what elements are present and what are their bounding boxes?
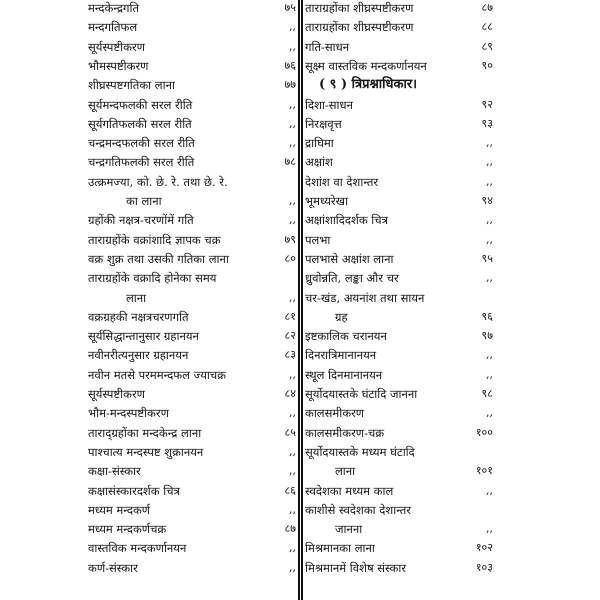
- entry-page-number: १०१: [475, 464, 493, 478]
- entry-page-number: ,,: [486, 136, 493, 150]
- entry-title: ताराद्ग्रहोंका मन्दकेन्द्र लाना: [88, 425, 202, 440]
- index-entry: [88, 404, 298, 422]
- entry-title: शीघ्रस्पष्टगतिका लाना: [88, 78, 175, 93]
- index-entry: [88, 250, 298, 268]
- index-entry: [88, 501, 298, 519]
- index-entry: [88, 0, 298, 17]
- entry-title: अक्षांश: [305, 155, 333, 170]
- entry-title: भौमस्पष्टीकरण: [88, 58, 149, 73]
- index-entry: [88, 269, 298, 287]
- entry-page-number: ९८: [481, 387, 493, 400]
- entry-page-number: ८१: [284, 309, 296, 323]
- entry-title: लाना: [126, 290, 147, 305]
- entry-page-number: ,,: [289, 290, 296, 304]
- index-entry: [305, 462, 495, 480]
- entry-title: इष्टकालिक चरानयन: [305, 329, 387, 344]
- column-divider-right: [301, 0, 303, 600]
- index-entry: [305, 0, 495, 17]
- entry-title: भूमध्यरेखा: [305, 194, 349, 208]
- entry-title: सूर्योदयास्तके घंटादि जानना: [305, 387, 418, 401]
- index-entry: [305, 192, 495, 210]
- entry-title: कर्ण-संस्कार: [88, 560, 138, 575]
- entry-title: पलभा: [305, 232, 331, 247]
- entry-title: दिशा-साधन: [305, 97, 353, 112]
- entry-title: उत्क्रमज्या, को. छे. रे. तथा छे. रे.: [88, 174, 228, 189]
- index-entry: [305, 269, 495, 287]
- index-entry: [88, 520, 298, 538]
- entry-title: मिश्रमानमें विशेष संस्कार: [305, 560, 407, 575]
- index-entry: [305, 211, 495, 229]
- entry-title: सूर्यस्पष्टीकरण: [88, 387, 145, 401]
- index-entry: [305, 153, 495, 171]
- entry-page-number: ,,: [289, 136, 296, 150]
- entry-title: काशीसे स्वदेशका देशान्तर: [305, 502, 412, 517]
- entry-title: सूर्यमन्दफलकी सरल रीति: [88, 97, 193, 112]
- entry-title: मन्दकेन्द्रगति: [88, 1, 140, 15]
- index-entry: [305, 539, 495, 557]
- entry-title: नवीन मतसे परममन्दफल ज्याचक्र: [88, 367, 226, 382]
- entry-title: द्राघिमा: [305, 136, 334, 151]
- entry-page-number: ८७: [284, 522, 296, 536]
- index-entry: [305, 134, 495, 152]
- entry-title: पलभासे अक्षांश लाना: [305, 251, 394, 266]
- index-entry: [305, 231, 495, 249]
- entry-title: ताराग्रहोंके वक्रांशादि ज्ञापक चक्र: [88, 232, 221, 247]
- entry-page-number: ,,: [486, 522, 493, 536]
- index-entry: [305, 250, 495, 268]
- entry-title: जानना: [335, 522, 363, 537]
- entry-title: का लाना: [126, 194, 162, 208]
- entry-page-number: ,,: [289, 444, 296, 458]
- entry-title: नवीनरीत्यनुसार ग्रहानयन: [88, 348, 189, 363]
- entry-page-number: ,,: [289, 116, 296, 130]
- index-entry: [305, 96, 495, 114]
- index-entry: [88, 482, 298, 500]
- entry-page-number: ७६: [284, 58, 296, 72]
- index-entry: [88, 57, 298, 75]
- entry-title: ताराग्रहोंका शीघ्रस्पष्टीकरण: [305, 1, 414, 15]
- index-entry: [305, 385, 495, 403]
- entry-page-number: ,,: [289, 560, 296, 574]
- entry-title: ध्रुवोन्नति, लङ्का और चर: [305, 271, 399, 286]
- index-entry: [305, 18, 495, 36]
- entry-title: चन्द्रगतिफलकी सरल रीति: [88, 155, 195, 170]
- entry-title: देशांश वा देशान्तर: [305, 174, 379, 189]
- index-entry: [88, 559, 298, 577]
- entry-page-number: ,,: [486, 367, 493, 381]
- index-entry: [88, 173, 298, 191]
- index-entry: [305, 57, 495, 75]
- index-entry: [88, 539, 298, 557]
- index-entry: [88, 18, 298, 36]
- entry-title: मध्यम मन्दकर्ण: [88, 502, 151, 517]
- index-entry: [305, 289, 495, 307]
- index-entry: [305, 424, 495, 442]
- entry-page-number: ९२: [481, 97, 493, 111]
- index-entry: [88, 289, 298, 307]
- entry-title: मन्दगतिफल: [88, 20, 138, 35]
- index-entry: [88, 366, 298, 384]
- entry-page-number: ८८: [481, 20, 493, 34]
- index-entry: [305, 38, 495, 56]
- entry-title: पाश्चात्य मन्दस्पष्ट शुक्रानयन: [88, 444, 204, 459]
- entry-page-number: ८६: [284, 483, 296, 497]
- index-entry: [305, 346, 495, 364]
- entry-page-number: ,,: [289, 97, 296, 111]
- index-entry: [305, 520, 495, 538]
- entry-title: कक्षासंस्कारदर्शक चित्र: [88, 483, 180, 498]
- entry-page-number: ८२: [284, 329, 296, 343]
- entry-title: वक्र शुक्र तथा उसकी गतिका लाना: [88, 251, 229, 266]
- entry-page-number: ,,: [289, 194, 296, 207]
- entry-title: वक्रग्रहकी नक्षत्रचरणगति: [88, 309, 189, 324]
- entry-title: निरक्षवृत्त: [305, 116, 342, 131]
- entry-title: सूर्यस्पष्टीकरण: [88, 39, 145, 54]
- index-entry: [305, 366, 495, 384]
- entry-page-number: ,,: [486, 483, 493, 497]
- entry-title: चन्द्रमन्दफलकी सरल रीति: [88, 136, 195, 151]
- index-entry: [88, 443, 298, 461]
- index-entry: [305, 559, 495, 577]
- entry-page-number: ८९: [481, 39, 493, 53]
- index-entry: [305, 115, 495, 133]
- entry-page-number: ,,: [289, 213, 296, 227]
- entry-page-number: ,,: [486, 271, 493, 285]
- entry-title: वास्तविक मन्दकर्णानयन: [88, 541, 187, 556]
- entry-title: ग्रह: [335, 309, 348, 324]
- entry-title: लाना: [335, 464, 356, 479]
- entry-title: कालसमीकरण-चक्र: [305, 425, 385, 440]
- entry-page-number: ,,: [486, 406, 493, 420]
- entry-page-number: ८४: [284, 387, 296, 400]
- entry-page-number: ८७: [481, 1, 493, 14]
- index-entry: [305, 327, 495, 345]
- entry-title: कक्षा-संस्कार: [88, 464, 141, 479]
- entry-page-number: ८०: [284, 251, 296, 265]
- entry-page-number: ,,: [486, 213, 493, 227]
- index-entry: [305, 482, 495, 500]
- entry-page-number: ७९: [284, 232, 296, 246]
- entry-page-number: ९०: [481, 58, 493, 72]
- entry-page-number: ९६: [481, 309, 493, 323]
- entry-title: सूर्यसिद्धान्तानुसार ग्रहानयन: [88, 329, 199, 344]
- index-entry: [305, 443, 495, 461]
- column-divider-left: [298, 0, 300, 600]
- entry-page-number: ,,: [486, 155, 493, 169]
- entry-page-number: ,,: [289, 502, 296, 516]
- index-entry: [88, 462, 298, 480]
- entry-title: ग्रहोंकी नक्षत्र-चरणोंमें गति: [88, 213, 194, 228]
- entry-page-number: ,,: [486, 348, 493, 362]
- index-entry: [88, 76, 298, 94]
- entry-page-number: ८३: [284, 348, 296, 362]
- entry-title: सूर्यगतिफलकी सरल रीति: [88, 116, 192, 131]
- entry-title: अक्षांशादिदर्शक चित्र: [305, 213, 388, 228]
- entry-title: चर-खंड, अयनांश तथा सायन: [305, 290, 425, 305]
- index-entry: [305, 404, 495, 422]
- index-entry: [305, 173, 495, 191]
- entry-page-number: १०३: [475, 560, 493, 574]
- entry-title: सूक्ष्म वास्तविक मन्दकर्णानयन: [305, 58, 427, 73]
- entry-page-number: ८५: [284, 425, 296, 439]
- entry-page-number: १०२: [475, 541, 493, 555]
- index-entry: [88, 96, 298, 114]
- entry-title: मध्यम मन्दकर्णचक्र: [88, 522, 167, 537]
- index-entry: [88, 346, 298, 364]
- index-entry: [88, 211, 298, 229]
- chapter-heading: [305, 76, 495, 94]
- index-entry: [88, 308, 298, 326]
- entry-title: भौम-मन्दस्पष्टीकरण: [88, 406, 169, 421]
- entry-page-number: ९४: [481, 194, 493, 207]
- entry-page-number: ,,: [289, 20, 296, 34]
- entry-title: ताराग्रहोंका शीघ्रस्पष्टीकरण: [305, 20, 414, 35]
- entry-title: स्वदेशका मध्यम काल: [305, 483, 394, 498]
- entry-title: स्थूल दिनमानानयन: [305, 367, 383, 382]
- entry-title: मिश्रमानका लाना: [305, 541, 375, 556]
- entry-page-number: ,,: [289, 39, 296, 53]
- index-entry: [305, 501, 495, 519]
- index-entry: [88, 231, 298, 249]
- entry-title: सूर्योदयास्तके मध्यम घंटादि: [305, 444, 415, 459]
- entry-page-number: ७७: [284, 78, 296, 92]
- entry-page-number: ,,: [289, 367, 296, 381]
- index-entry: [88, 153, 298, 171]
- index-entry: [88, 134, 298, 152]
- index-entry: [88, 327, 298, 345]
- entry-page-number: ७५: [284, 1, 296, 14]
- entry-page-number: ९७: [481, 329, 493, 343]
- index-entry: [88, 424, 298, 442]
- entry-title: दिनरात्रिमानानयन: [305, 348, 377, 363]
- entry-page-number: ,,: [486, 174, 493, 188]
- entry-page-number: ,,: [289, 464, 296, 478]
- entry-page-number: ,,: [486, 232, 493, 246]
- entry-page-number: ९५: [481, 251, 493, 265]
- index-entry: [88, 192, 298, 210]
- entry-title: ताराग्रहोंके वक्रादि होनेका समय: [88, 271, 217, 286]
- index-entry: [88, 115, 298, 133]
- entry-page-number: ,,: [289, 406, 296, 420]
- entry-page-number: ७८: [284, 155, 296, 169]
- entry-title: कालसमीकरण: [305, 406, 365, 421]
- index-entry: [88, 38, 298, 56]
- entry-title: गति-साधन: [305, 39, 350, 54]
- index-entry: [305, 308, 495, 326]
- index-entry: [88, 385, 298, 403]
- entry-page-number: ९३: [481, 116, 493, 130]
- entry-title: ( ९ ) त्रिप्रश्नाधिकार।: [319, 77, 418, 93]
- entry-page-number: १००: [475, 425, 493, 439]
- entry-page-number: ,,: [289, 541, 296, 555]
